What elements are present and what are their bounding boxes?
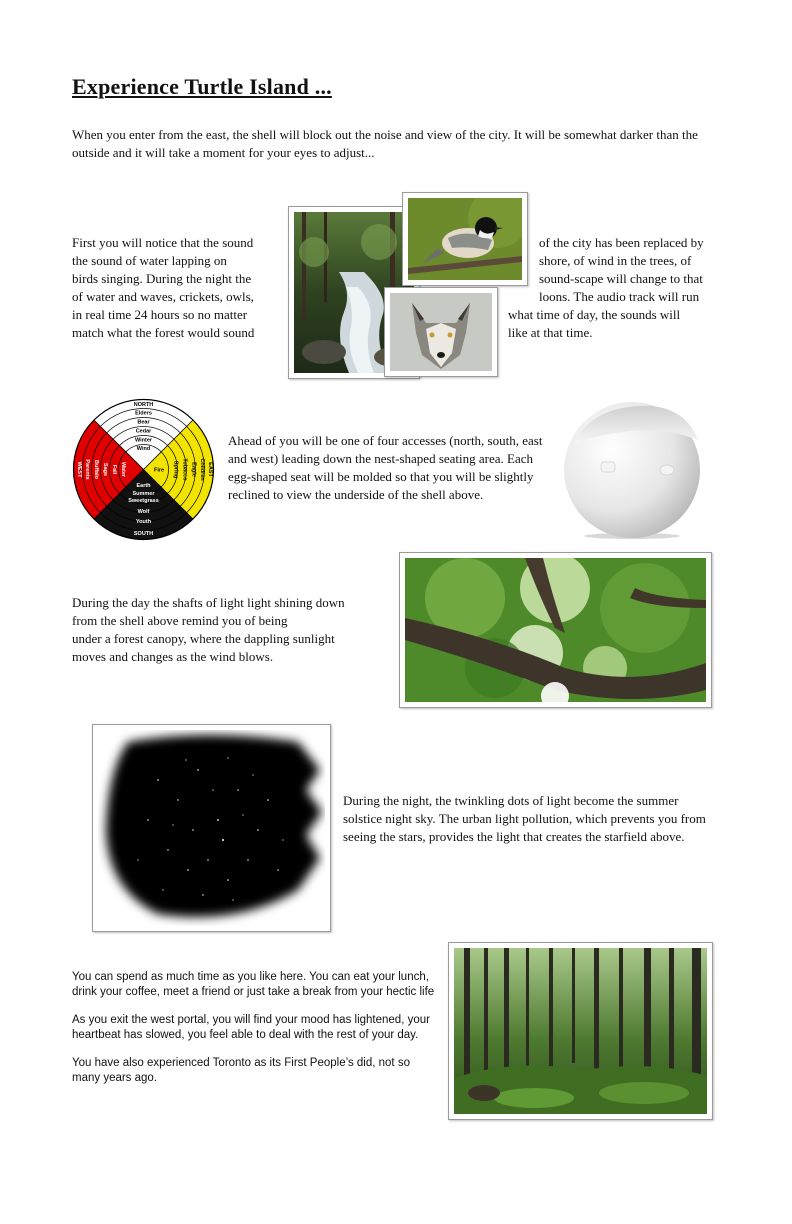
wheel-ring-label: Summer bbox=[132, 491, 155, 497]
sound-line: of water and waves, crickets, owls, bbox=[72, 289, 254, 304]
wheel-label-east: EAST bbox=[207, 462, 213, 477]
forest-photo bbox=[448, 942, 713, 1120]
sound-line: First you will notice that the sound bbox=[72, 235, 254, 250]
chickadee-image bbox=[408, 198, 522, 280]
wheel-label-north: NORTH bbox=[133, 402, 154, 408]
seating-paragraph: Ahead of you will be one of four accesses (north, south, east and west) leading down the nest-shaped seating area. Each egg-shaped seat will be molded so that you will be slightly reclined to view the underside of the shell above. bbox=[228, 433, 543, 502]
wheel-ring-label: Spring bbox=[172, 460, 179, 479]
wheel-ring-label: Eagle bbox=[190, 462, 197, 477]
wheel-ring-label: Sage bbox=[102, 462, 108, 477]
wheel-ring-label: Buffalo bbox=[93, 460, 99, 479]
wheel-ring-label: Sweetgrass bbox=[128, 498, 159, 504]
wolf-image bbox=[390, 293, 492, 371]
closing-paragraph: You have also experienced Toronto as its First People’s did, not so many years ago. bbox=[72, 1057, 410, 1084]
canopy-line: under a forest canopy, where the dappling sunlight bbox=[72, 631, 335, 646]
wheel-ring-label: Children bbox=[199, 458, 205, 481]
starfield-image bbox=[98, 730, 325, 926]
wheel-ring-label: Youth bbox=[135, 519, 152, 525]
canopy-photo bbox=[399, 552, 712, 708]
wheel-ring-label: Wolf bbox=[137, 509, 150, 515]
sound-line: of the city has been replaced by bbox=[539, 235, 704, 250]
starfield-photo bbox=[92, 724, 331, 932]
sound-line: birds singing. During the night the bbox=[72, 271, 252, 286]
sound-text-right bbox=[508, 234, 723, 342]
wheel-ring-label: Fire bbox=[153, 467, 165, 474]
wheel-ring-label: Bear bbox=[137, 419, 150, 426]
sound-line: like at that time. bbox=[508, 325, 593, 340]
sound-text-left bbox=[72, 234, 287, 342]
chickadee-photo bbox=[402, 192, 528, 286]
closing-paragraph: As you exit the west portal, you will find your mood has lightened, your heartbeat has slowed, you feel able to deal with the rest of your day. bbox=[72, 1014, 430, 1041]
sound-line: sound-scape will change to that bbox=[539, 271, 703, 286]
sound-line: match what the forest would sound bbox=[72, 325, 255, 340]
night-sky-paragraph: During the night, the twinkling dots of light become the summer solstice night sky. The urban light pollution, which prevents you from seeing the stars, provides the light that creates the starfield above. bbox=[343, 793, 706, 844]
wheel-ring-label: Parents bbox=[84, 459, 90, 480]
wheel-label-west: WEST bbox=[76, 461, 82, 478]
wheel-ring-label: Tobacco bbox=[181, 458, 188, 481]
wheel-ring-label: Wind bbox=[136, 446, 151, 452]
closing-text bbox=[72, 970, 437, 1085]
sound-line: what time of day, the sounds will bbox=[508, 307, 681, 322]
intro-paragraph: When you enter from the east, the shell will block out the noise and view of the city. It will be somewhat darker than the outside and it will take a moment for your eyes to adjust... bbox=[72, 127, 698, 160]
sound-line: loons. The audio track will run bbox=[539, 289, 700, 304]
page-title: Experience Turtle Island ... bbox=[72, 74, 332, 99]
sound-line: shore, of wind in the trees, of bbox=[539, 253, 692, 268]
egg-chair-image bbox=[552, 400, 714, 540]
wheel-ring-label: Cedar bbox=[135, 428, 152, 435]
canopy-image bbox=[405, 558, 706, 702]
canopy-line: moves and changes as the wind blows. bbox=[72, 649, 274, 664]
closing-paragraph: You can spend as much time as you like here. You can eat your lunch, drink your coffee, meet a friend or just take a break from your hectic life bbox=[72, 971, 435, 998]
sound-line: the sound of water lapping on bbox=[72, 253, 227, 268]
forest-image bbox=[454, 948, 707, 1114]
canopy-paragraph bbox=[72, 594, 392, 666]
wheel-ring-label: Fall bbox=[111, 464, 117, 475]
canopy-line: from the shell above remind you of being bbox=[72, 613, 288, 628]
wheel-ring-label: Water bbox=[120, 461, 126, 478]
wheel-ring-label: Winter bbox=[134, 437, 153, 444]
wolf-photo bbox=[384, 287, 498, 377]
canopy-line: During the day the shafts of light light shining down bbox=[72, 595, 345, 610]
wheel-label-south: SOUTH bbox=[133, 531, 154, 537]
sound-line: in real time 24 hours so no matter bbox=[72, 307, 248, 322]
wheel-ring-label: Elders bbox=[135, 410, 152, 417]
medicine-wheel bbox=[72, 398, 215, 541]
wheel-ring-label: Earth bbox=[136, 483, 151, 489]
